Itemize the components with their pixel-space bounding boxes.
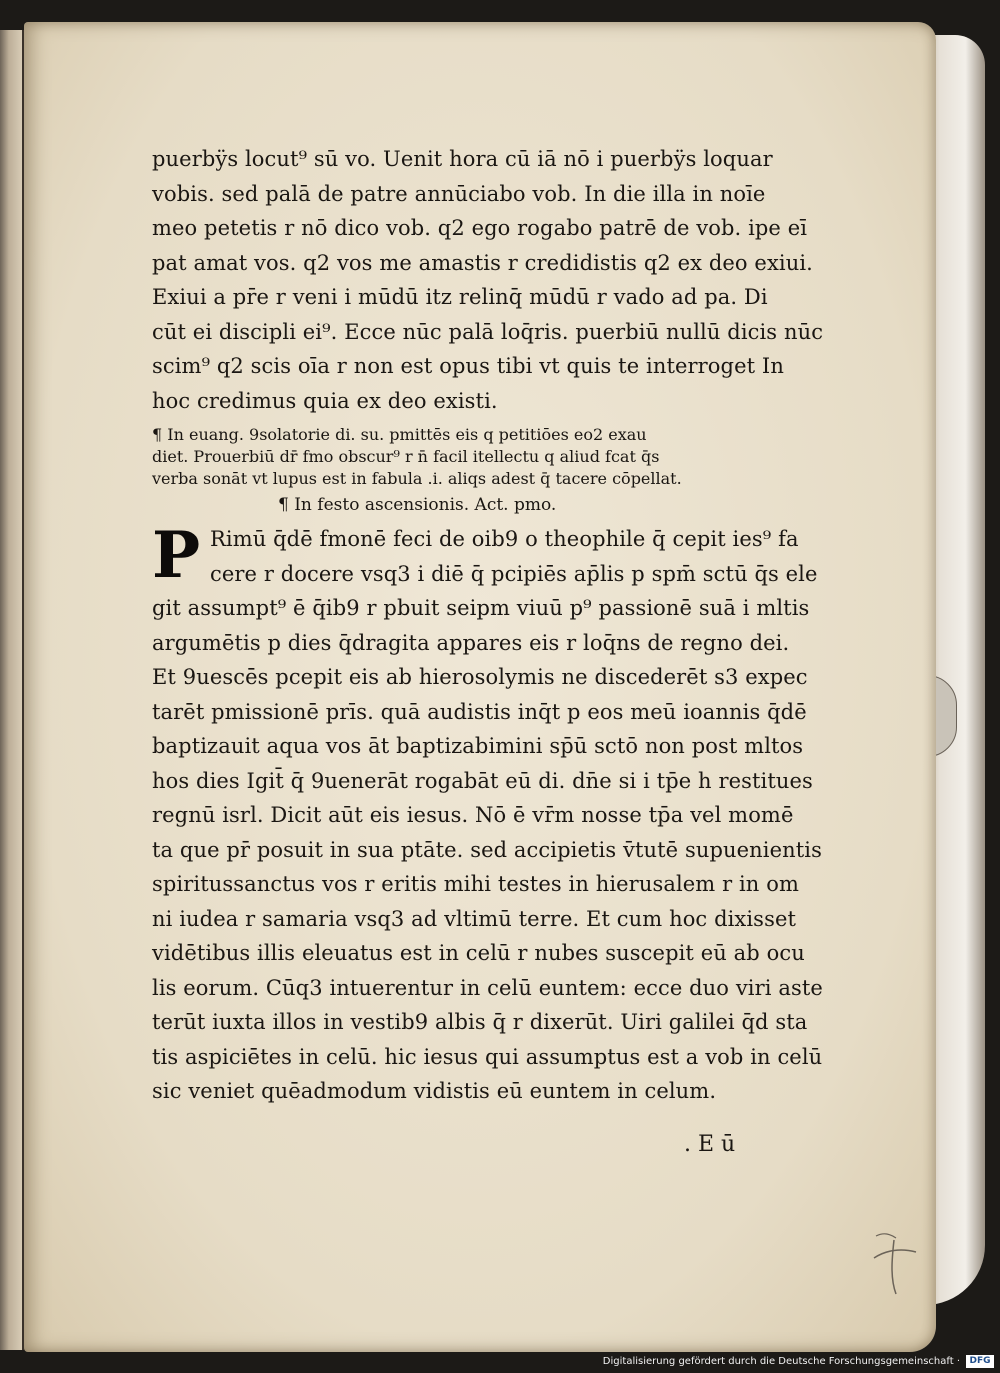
section-heading: ¶ In festo ascensionis. Act. pmo.: [278, 495, 557, 515]
pen-mark: [866, 1228, 926, 1298]
text-line: vidētibus illis eleuatus est in celū r nubes suscepit eū ab ocu: [152, 941, 805, 965]
text-line: git assumpt⁹ ē q̄ib9 r pbuit seipm viuū p⁹ passionē suā i mltis: [152, 596, 810, 620]
text-line: vobis. sed palā de patre annūciabo vob. In die illa in noīe: [152, 181, 766, 206]
text-line: cere r docere vsq3 i diē q̄ pcipiēs ap̄lis p spm̄ sctū q̄s ele: [210, 561, 818, 586]
text-line: Exiui a pr̄e r veni i mūdū itz relinq̄ mūdū r vado ad pa. Di: [152, 285, 768, 309]
text-line: ni iudea r samaria vsq3 ad vltimū terre. Et cum hoc dixisset: [152, 906, 797, 931]
summary-block: [152, 424, 792, 490]
dfg-logo: DFG: [966, 1355, 994, 1368]
paragraph: [152, 518, 823, 1109]
text-line: puerbÿs locut⁹ sū vo. Uenit hora cū iā nō i puerbÿs loquar: [152, 147, 773, 171]
page-text: [152, 142, 824, 1109]
text-line: Et 9uescēs pcepit eis ab hierosolymis ne discederēt s3 expec: [152, 665, 808, 689]
text-line: hoc credimus quia ex deo existi.: [152, 388, 498, 413]
text-line: argumētis p dies q̄dragita appares eis r loq̄ns de regno dei.: [152, 630, 790, 655]
text-line: scim⁹ q2 scis oīa r non est opus tibi vt quis te interroget In: [152, 354, 784, 378]
text-line: regnū isrl. Dicit aūt eis iesus. Nō ē vr̄m nosse tp̄a vel momē: [152, 803, 794, 827]
text-line: hos dies Igit̄ q̄ 9uenerāt rogabāt eū di. dn̄e si i tp̄e h restitues: [152, 768, 813, 793]
catchword: . E ū: [684, 1132, 736, 1157]
summary-line: ¶ In euang. 9solatorie di. su. pmittēs eis q petitiōes eo2 exau: [152, 425, 647, 444]
text-line: ta que pr̄ posuit in sua ptāte. sed accipietis v̄tutē supuenientis: [152, 837, 822, 862]
text-line: baptizauit aqua vos āt baptizabimini sp̄ū sctō non post mltos: [152, 734, 804, 758]
text-line: terūt iuxta illos in vestib9 albis q̄ r dixerūt. Uiri galilei q̄d sta: [152, 1010, 808, 1034]
funding-credit: Digitalisierung gefördert durch die Deutsche Forschungsgemeinschaft ·: [602, 1356, 960, 1367]
book-page: [24, 22, 936, 1352]
summary-line: verba sonāt vt lupus est in fabula .i. aliqs adest q̄ tacere cōpellat.: [152, 469, 682, 488]
text-line: lis eorum. Cūq3 intuerentur in celū euntem: ecce duo viri aste: [152, 975, 823, 1000]
text-line: tarēt pmissionē prīs. quā audistis inq̄t p eos meū ioannis q̄dē: [152, 699, 807, 724]
summary-line: diet. Prouerbiū dr̄ fmo obscur⁹ r n̄ facil itellectu q aliud fcat q̄s: [152, 447, 660, 466]
text-line: cūt ei discipli ei⁹. Ecce nūc palā loq̄ris. puerbiū nullū dicis nūc: [152, 319, 824, 344]
text-line: tis aspiciētes in celū. hic iesus qui assumptus est a vob in celū: [152, 1044, 823, 1069]
adjacent-page-edge: [0, 30, 24, 1350]
text-line: meo petetis r nō dico vob. q2 ego rogabo patrē de vob. ipe eī: [152, 216, 808, 240]
text-line: spiritussanctus vos r eritis mihi testes in hierusalem r in om: [152, 872, 799, 896]
initial-letter: P: [152, 518, 201, 593]
text-line: Rimū q̄dē fmonē feci de oib9 o theophile q̄ cepit ies⁹ fa: [210, 527, 799, 551]
text-line: pat amat vos. q2 vos me amastis r credidistis q2 ex deo exiui.: [152, 250, 813, 275]
body-lines-top: [152, 142, 824, 418]
text-line: sic veniet quēadmodum vidistis eū euntem in celum.: [152, 1079, 717, 1103]
